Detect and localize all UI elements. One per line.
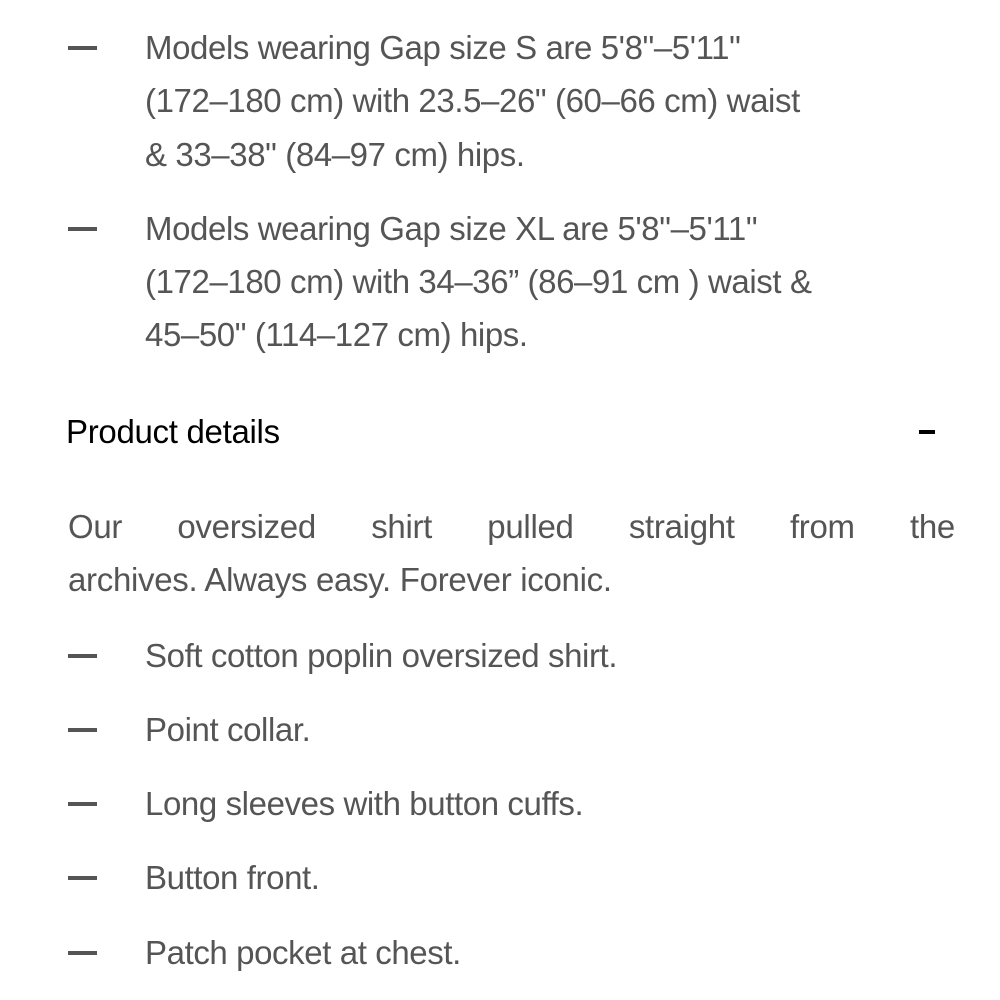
dash-bullet-icon: [68, 227, 97, 231]
model-note-line: Models wearing Gap size S are 5'8"–5'11": [145, 29, 741, 66]
detail-bullet: Button front.: [145, 859, 320, 896]
detail-bullet: Long sleeves with button cuffs.: [145, 785, 584, 822]
detail-bullet: Point collar.: [145, 711, 311, 748]
product-details-heading[interactable]: Product details: [66, 413, 280, 450]
description-line: Our oversized shirt pulled straight from the: [68, 508, 955, 545]
description-line: archives. Always easy. Forever iconic.: [68, 561, 612, 598]
dash-bullet-icon: [68, 728, 97, 732]
dash-bullet-icon: [68, 802, 97, 806]
dash-bullet-icon: [68, 951, 97, 955]
model-note-line: & 33–38" (84–97 cm) hips.: [145, 136, 525, 173]
detail-bullet: Patch pocket at chest.: [145, 934, 461, 971]
model-note-line: (172–180 cm) with 23.5–26" (60–66 cm) waist: [145, 82, 800, 119]
model-note-line: (172–180 cm) with 34–36” (86–91 cm ) waist &: [145, 263, 812, 300]
detail-bullet: Soft cotton poplin oversized shirt.: [145, 637, 618, 674]
minus-icon[interactable]: [919, 430, 935, 434]
model-note-line: 45–50" (114–127 cm) hips.: [145, 316, 528, 353]
dash-bullet-icon: [68, 876, 97, 880]
dash-bullet-icon: [68, 46, 97, 50]
model-note-line: Models wearing Gap size XL are 5'8"–5'11": [145, 210, 758, 247]
dash-bullet-icon: [68, 654, 97, 658]
